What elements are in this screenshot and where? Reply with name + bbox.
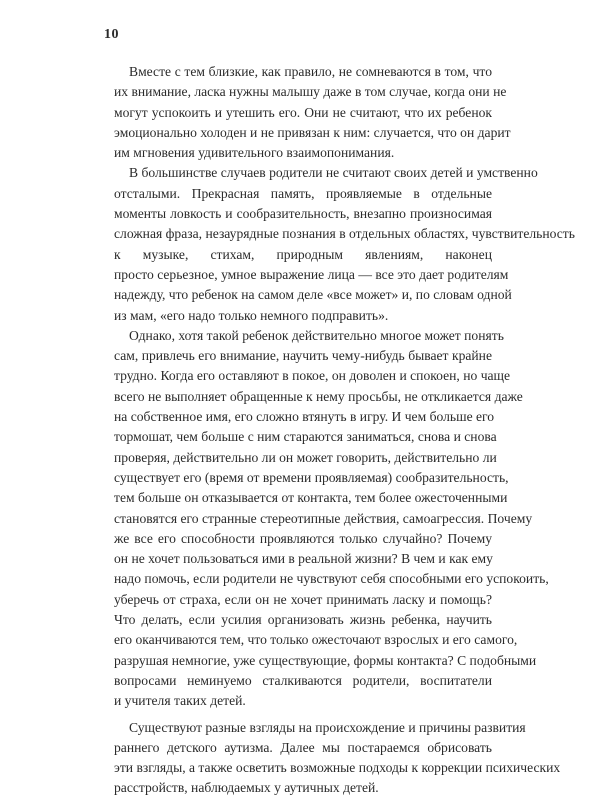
text-line: Вместе с тем близкие, как правило, не сомневаются в том, что	[129, 64, 492, 79]
text-line: он не хочет пользоваться ими в реальной жизни? В чем и как ему	[114, 551, 493, 567]
paragraph	[114, 326, 549, 712]
text-line: надо помочь, если родители не чувствуют себя способными его успокоить,	[114, 571, 549, 587]
text-line: им мгновения удивительного взаимопонимания.	[114, 145, 395, 161]
text-line: же все его способности проявляются только случайно? Почему	[114, 530, 492, 546]
page-number: 10	[104, 27, 119, 42]
text-line: их внимание, ласка нужны малышу даже в том случае, когда они не	[114, 84, 507, 100]
text-line: трудно. Когда его оставляют в покое, он доволен и спокоен, но чаще	[114, 368, 511, 384]
text-line: тем больше он отказывается от контакта, тем более ожесточенными	[114, 490, 508, 506]
text-line: сложная фраза, незаурядные познания в отдельных областях, чувствительность	[114, 226, 575, 242]
text-line: могут успокоить и утешить его. Они не считают, что их ребенок	[114, 104, 492, 120]
text-line: надежду, что ребенок на самом деле «все может» и, по словам одной	[114, 287, 512, 303]
text-line: просто серьезное, умное выражение лица — все это дает родителям	[114, 266, 509, 282]
text-line: проверяя, действительно ли он может говорить, действительно ли	[114, 449, 497, 465]
text-line: эмоционально холоден и не привязан к ним: случается, что он дарит	[114, 124, 511, 140]
text-line: разрушая немногие, уже существующие, формы контакта? С подобными	[114, 652, 537, 668]
text-line: всего не выполняет обращенные к нему просьбы, не откликается даже	[114, 388, 523, 404]
text-line: из мам, «его надо только немного подправить».	[114, 307, 389, 323]
text-line: Существуют разные взгляды на происхождение и причины развития	[129, 719, 526, 735]
paragraph	[114, 718, 561, 799]
text-line: вопросами неминуемо сталкиваются родители, воспитатели	[114, 672, 492, 688]
text-line: расстройств, наблюдаемых у аутичных детей.	[114, 780, 379, 796]
text-line: отсталыми. Прекрасная память, проявляемые в отдельные	[114, 185, 492, 201]
paragraph	[114, 163, 575, 325]
text-line: на собственное имя, его сложно втянуть в игру. И чем больше его	[114, 409, 495, 425]
text-line: Однако, хотя такой ребенок действительно многое может понять	[129, 327, 504, 343]
text-line: уберечь от страха, если он не хочет принимать ласку и помощь?	[114, 591, 492, 607]
text-line: В большинстве случаев родители не считают своих детей и умственно	[129, 165, 538, 181]
paragraph	[114, 62, 511, 163]
body-text	[114, 62, 575, 799]
text-line: и учителя таких детей.	[114, 693, 246, 709]
text-line: его оканчиваются тем, что только ожесточают взрослых и его самого,	[114, 632, 518, 648]
text-line: тормошат, чем больше с ним стараются заниматься, снова и снова	[114, 429, 497, 445]
text-line: моменты ловкость и сообразительность, внезапно произносимая	[114, 206, 492, 222]
text-line: существует его (время от времени проявляемая) сообразительность,	[114, 469, 509, 485]
text-line: раннего детского аутизма. Далее мы постараемся обрисовать	[114, 739, 492, 755]
text-line: к музыке, стихам, природным явлениям, наконец	[114, 246, 492, 262]
text-line: сам, привлечь его внимание, научить чему-нибудь бывает крайне	[114, 348, 492, 364]
text-line: Что делать, если усилия организовать жизнь ребенка, научить	[114, 612, 492, 628]
text-line: эти взгляды, а также осветить возможные подходы к коррекции психических	[114, 760, 561, 776]
text-line: становятся его странные стереотипные действия, самоагрессия. Почему	[114, 510, 533, 526]
